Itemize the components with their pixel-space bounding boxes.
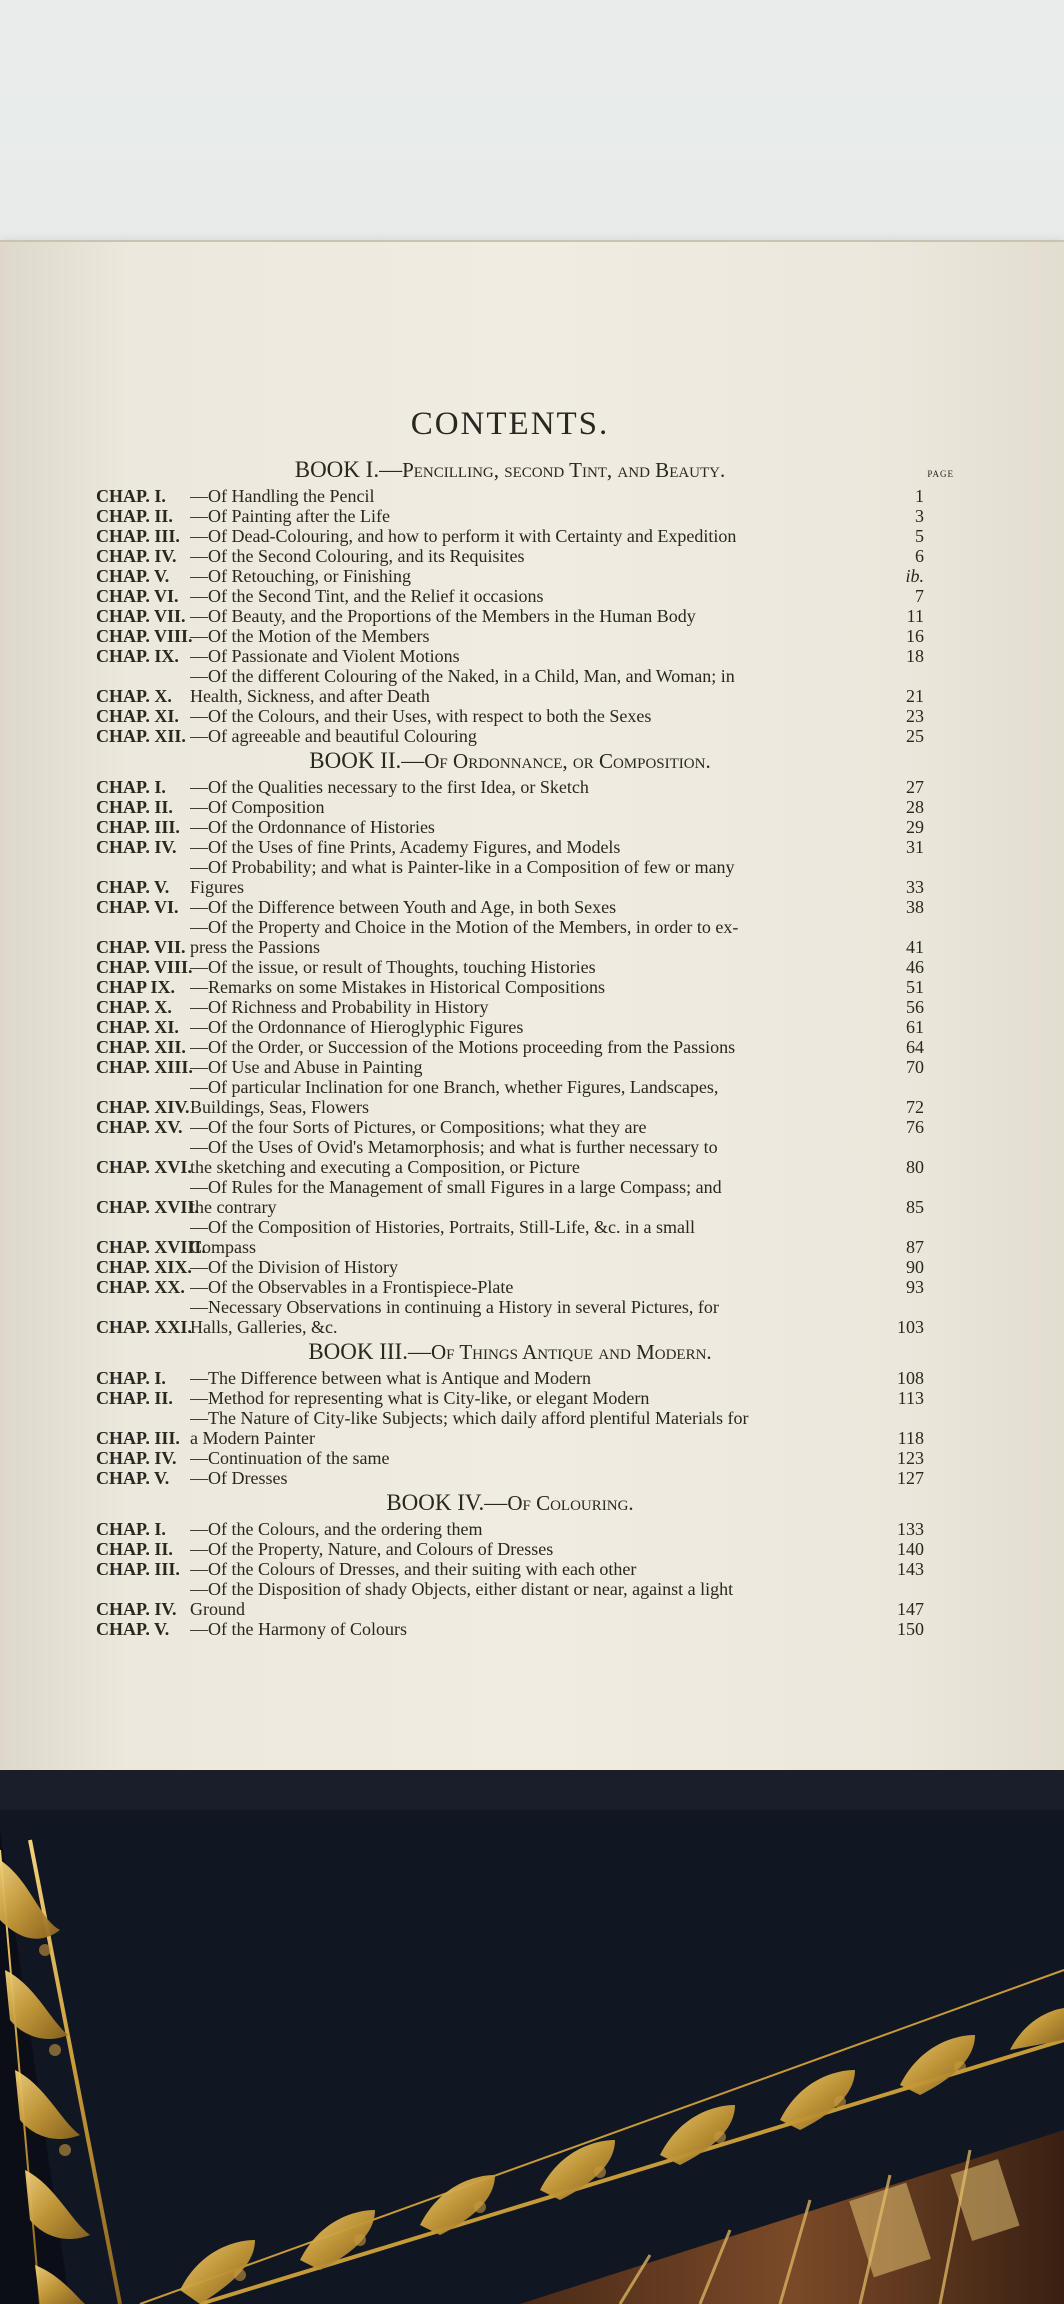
chapter-number: CHAP. XI. [96, 1017, 179, 1037]
chapter-title: —Of Composition [190, 797, 325, 817]
page-number: 118 [897, 1428, 924, 1448]
chapter-title: —Of particular Inclination for one Branch, whether Figures, Landscapes, Buildings, Seas, Flowers [190, 1077, 719, 1117]
chapter-title: —Of the Motion of the Members [190, 626, 430, 646]
toc-entry [96, 1037, 924, 1057]
chapter-title: —Of the Composition of Histories, Portraits, Still-Life, &c. in a small Compass [190, 1217, 695, 1257]
chapter-number: CHAP. II. [96, 1388, 173, 1408]
toc-entry [96, 917, 924, 957]
page-number: 87 [906, 1237, 924, 1257]
page-number: 1 [915, 486, 924, 506]
table-of-contents [96, 457, 954, 1639]
chapter-number: CHAP. XII. [96, 726, 186, 746]
book-title: BOOK III.— [308, 1339, 431, 1364]
chapter-title: —Of the Order, or Succession of the Motions proceeding from the Passions [190, 1037, 736, 1057]
chapter-title: —Of the Harmony of Colours [190, 1619, 407, 1639]
page-number: 5 [915, 526, 924, 546]
chapter-title: —Of the Ordonnance of Histories [190, 817, 435, 837]
chapter-number: CHAP. III. [96, 1428, 180, 1448]
chapter-title: —Method for representing what is City-like, or elegant Modern [190, 1388, 650, 1408]
page-number: 28 [906, 797, 924, 817]
page-number: 103 [897, 1317, 924, 1337]
chapter-title: —Of agreeable and beautiful Colouring [190, 726, 477, 746]
page-number: 127 [897, 1468, 924, 1488]
page-number: 140 [897, 1539, 924, 1559]
chapter-title: —The Difference between what is Antique and Modern [190, 1368, 592, 1388]
page-number: 108 [897, 1368, 924, 1388]
chapter-number: CHAP. XIV. [96, 1097, 190, 1117]
toc-entry [96, 1137, 924, 1177]
chapter-title: —Of the Qualities necessary to the first Idea, or Sketch [190, 777, 589, 797]
toc-entry [96, 506, 924, 526]
chapter-number: CHAP. V. [96, 1468, 170, 1488]
chapter-list [96, 1368, 924, 1488]
toc-entry [96, 1448, 924, 1468]
chapter-number: CHAP. V. [96, 566, 170, 586]
chapter-number: CHAP. VIII. [96, 626, 193, 646]
page-number: 7 [915, 586, 924, 606]
chapter-list [96, 1519, 924, 1639]
chapter-title: —Of the Colours, and the ordering them [190, 1519, 483, 1539]
toc-entry [96, 1177, 924, 1217]
page-number: 64 [906, 1037, 924, 1057]
chapter-number: CHAP. XVII. [96, 1197, 199, 1217]
toc-entry [96, 1388, 924, 1408]
book-heading [96, 748, 924, 774]
toc-entry [96, 857, 924, 897]
page-number: 6 [915, 546, 924, 566]
toc-entry [96, 586, 924, 606]
page-number: 31 [906, 837, 924, 857]
chapter-number: CHAP. XXI. [96, 1317, 192, 1337]
chapter-number: CHAP. IV. [96, 1448, 177, 1468]
book-subtitle: Of Colouring. [507, 1491, 634, 1515]
chapter-title: —Of Use and Abuse in Painting [190, 1057, 423, 1077]
page-number: 51 [906, 977, 924, 997]
chapter-number: CHAP. I. [96, 1368, 166, 1388]
chapter-title: —Of Passionate and Violent Motions [190, 646, 460, 666]
toc-entry [96, 706, 924, 726]
chapter-title: —Of Painting after the Life [190, 506, 390, 526]
chapter-title: —Of the Colours, and their Uses, with respect to both the Sexes [190, 706, 652, 726]
book-cover [0, 1770, 1064, 2304]
book-subtitle: Of Things Antique and Modern. [430, 1340, 712, 1364]
page-number: 76 [906, 1117, 924, 1137]
page-number: 27 [906, 777, 924, 797]
toc-entry [96, 1619, 924, 1639]
page-number: 61 [906, 1017, 924, 1037]
chapter-title: —Of the Property and Choice in the Motion of the Members, in order to ex- press the Passions [190, 917, 739, 957]
chapter-list [96, 486, 924, 746]
book-heading [96, 1339, 924, 1365]
chapter-number: CHAP. III. [96, 526, 180, 546]
gilt-border-ornament [0, 1770, 1064, 2304]
chapter-title: —Of Retouching, or Finishing [190, 566, 411, 586]
chapter-title: —Of the Property, Nature, and Colours of Dresses [190, 1539, 554, 1559]
chapter-title: —Of Probability; and what is Painter-like in a Composition of few or many Figures [190, 857, 735, 897]
chapter-title: —The Nature of City-like Subjects; which daily afford plentiful Materials for a Modern Painter [190, 1408, 749, 1448]
page-number: 18 [906, 646, 924, 666]
chapter-title: —Of Richness and Probability in History [190, 997, 489, 1017]
chapter-number: CHAP. II. [96, 1539, 173, 1559]
book-page [0, 240, 1064, 1772]
page-number: 70 [906, 1057, 924, 1077]
page-number: 16 [906, 626, 924, 646]
page-number: 21 [906, 686, 924, 706]
chapter-title: —Of the Uses of Ovid's Metamorphosis; and what is further necessary to the sketching and executing a Composition, or Picture [190, 1137, 718, 1177]
toc-entry [96, 1117, 924, 1137]
page-number: 143 [897, 1559, 924, 1579]
toc-entry [96, 1559, 924, 1579]
chapter-number: CHAP. XVI. [96, 1157, 192, 1177]
chapter-number: CHAP. III. [96, 817, 180, 837]
chapter-number: CHAP. VII. [96, 937, 186, 957]
page-number: 11 [906, 606, 924, 626]
page-number: 133 [897, 1519, 924, 1539]
toc-entry [96, 726, 924, 746]
page-number: 93 [906, 1277, 924, 1297]
chapter-number: CHAP. VI. [96, 586, 179, 606]
chapter-number: CHAP. VII. [96, 606, 186, 626]
chapter-number: CHAP. VI. [96, 897, 179, 917]
chapter-title: —Of the Disposition of shady Objects, either distant or near, against a light Ground [190, 1579, 734, 1619]
chapter-title: —Remarks on some Mistakes in Historical Compositions [190, 977, 605, 997]
chapter-number: CHAP. I. [96, 1519, 166, 1539]
toc-entry [96, 666, 924, 706]
chapter-title: —Of Dresses [190, 1468, 288, 1488]
chapter-number: CHAP. I. [96, 486, 166, 506]
toc-entry [96, 1277, 924, 1297]
page-number: 33 [906, 877, 924, 897]
page-number: 56 [906, 997, 924, 1017]
toc-entry [96, 1297, 924, 1337]
book-heading [96, 457, 954, 483]
page-column-label: PAGE [927, 469, 954, 479]
toc-entry [96, 1539, 924, 1559]
toc-entry [96, 1468, 924, 1488]
toc-entry [96, 626, 924, 646]
book-subtitle: Of Ordonnance, or Composition. [424, 749, 711, 773]
chapter-title: —Of the different Colouring of the Naked, in a Child, Man, and Woman; in Health, Sickness, and after Death [190, 666, 735, 706]
page-number: 38 [906, 897, 924, 917]
toc-entry [96, 957, 924, 977]
toc-entry [96, 546, 924, 566]
chapter-number: CHAP. XI. [96, 706, 179, 726]
toc-entry [96, 1408, 924, 1448]
book-heading [96, 1490, 924, 1516]
toc-entry [96, 897, 924, 917]
toc-entry [96, 1519, 924, 1539]
page-number: 85 [906, 1197, 924, 1217]
page-title: CONTENTS. [410, 406, 610, 442]
toc-entry [96, 977, 924, 997]
page-number: 72 [906, 1097, 924, 1117]
page-number: 113 [897, 1388, 924, 1408]
chapter-title: —Of the Ordonnance of Hieroglyphic Figures [190, 1017, 524, 1037]
book-title: BOOK II.— [309, 748, 425, 773]
toc-entry [96, 1217, 924, 1257]
chapter-number: CHAP. XVIII. [96, 1237, 206, 1257]
page-number: 46 [906, 957, 924, 977]
chapter-title: —Of Rules for the Management of small Figures in a large Compass; and the contrary [190, 1177, 722, 1217]
chapter-number: CHAP. II. [96, 506, 173, 526]
chapter-number: CHAP IX. [96, 977, 176, 997]
chapter-title: —Of the Colours of Dresses, and their suiting with each other [190, 1559, 637, 1579]
chapter-title: —Of the Second Colouring, and its Requisites [190, 546, 525, 566]
chapter-title: —Of Beauty, and the Proportions of the Members in the Human Body [190, 606, 696, 626]
toc-entry [96, 646, 924, 666]
page-number: ib. [905, 566, 924, 586]
chapter-list [96, 777, 924, 1337]
chapter-number: CHAP. V. [96, 1619, 170, 1639]
chapter-number: CHAP. II. [96, 797, 173, 817]
toc-entry [96, 837, 924, 857]
toc-entry [96, 1017, 924, 1037]
book-title: BOOK IV.— [386, 1490, 508, 1515]
chapter-number: CHAP. IV. [96, 546, 177, 566]
chapter-title: —Of Dead-Colouring, and how to perform it with Certainty and Expedition [190, 526, 737, 546]
chapter-title: —Of the Second Tint, and the Relief it occasions [190, 586, 544, 606]
chapter-number: CHAP. III. [96, 1559, 180, 1579]
chapter-number: CHAP. I. [96, 777, 166, 797]
chapter-number: CHAP. V. [96, 877, 170, 897]
chapter-number: CHAP. X. [96, 686, 172, 706]
toc-entry [96, 1579, 924, 1619]
page-number: 80 [906, 1157, 924, 1177]
chapter-number: CHAP. VIII. [96, 957, 193, 977]
toc-entry [96, 997, 924, 1017]
chapter-number: CHAP. XV. [96, 1117, 183, 1137]
toc-entry [96, 1057, 924, 1077]
chapter-title: —Of the four Sorts of Pictures, or Compositions; what they are [190, 1117, 647, 1137]
chapter-title: —Of Handling the Pencil [190, 486, 375, 506]
chapter-title: —Continuation of the same [190, 1448, 390, 1468]
toc-entry [96, 486, 924, 506]
chapter-number: CHAP. IX. [96, 646, 179, 666]
toc-entry [96, 606, 924, 626]
toc-entry [96, 566, 924, 586]
chapter-number: CHAP. XX. [96, 1277, 185, 1297]
toc-entry [96, 1257, 924, 1277]
toc-entry [96, 1077, 924, 1117]
page-number: 41 [906, 937, 924, 957]
chapter-title: —Of the Observables in a Frontispiece-Plate [190, 1277, 514, 1297]
chapter-number: CHAP. IV. [96, 837, 177, 857]
toc-entry [96, 817, 924, 837]
page-number: 90 [906, 1257, 924, 1277]
toc-entry [96, 797, 924, 817]
book-title: BOOK I.— [294, 457, 403, 482]
chapter-number: CHAP. X. [96, 997, 172, 1017]
chapter-number: CHAP. XIX. [96, 1257, 192, 1277]
page-number: 29 [906, 817, 924, 837]
chapter-number: CHAP. XII. [96, 1037, 186, 1057]
toc-entry [96, 777, 924, 797]
chapter-title: —Of the Division of History [190, 1257, 398, 1277]
contents-page [96, 406, 954, 1639]
chapter-title: —Of the Difference between Youth and Age, in both Sexes [190, 897, 617, 917]
chapter-number: CHAP. IV. [96, 1599, 177, 1619]
page-number: 3 [915, 506, 924, 526]
chapter-title: —Of the issue, or result of Thoughts, touching Histories [190, 957, 596, 977]
chapter-title: —Of the Uses of fine Prints, Academy Figures, and Models [190, 837, 621, 857]
page-number: 147 [897, 1599, 924, 1619]
chapter-number: CHAP. XIII. [96, 1057, 193, 1077]
toc-entry [96, 526, 924, 546]
page-number: 23 [906, 706, 924, 726]
page-number: 150 [897, 1619, 924, 1639]
page-number: 123 [897, 1448, 924, 1468]
book-subtitle: Pencilling, second Tint, and Beauty. [402, 458, 726, 482]
page-number: 25 [906, 726, 924, 746]
chapter-title: —Necessary Observations in continuing a History in several Pictures, for Halls, Galleries, &c. [190, 1297, 719, 1337]
toc-entry [96, 1368, 924, 1388]
